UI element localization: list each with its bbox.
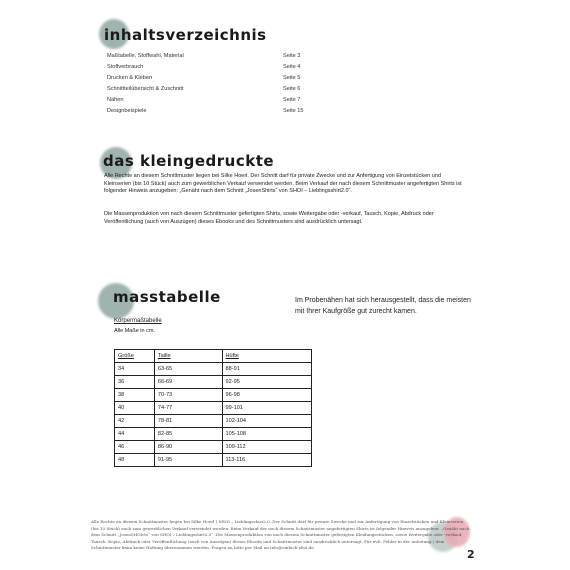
column-header-size: Größe <box>115 350 155 363</box>
cell-hip: 92-95 <box>222 376 312 389</box>
cell-hip: 113-116 <box>222 454 312 467</box>
toc-label: Maßtabelle, Stoffwahl, Material <box>107 53 184 59</box>
toc-row <box>107 86 327 92</box>
cell-hip: 102-104 <box>222 415 312 428</box>
table-row <box>115 415 312 428</box>
toc-label: Nähen <box>107 97 124 103</box>
table-row <box>115 389 312 402</box>
toc-page: Seite 15 <box>283 108 304 114</box>
table-row <box>115 454 312 467</box>
toc-label: Drucken & Kleben <box>107 75 153 81</box>
cell-waist: 78-81 <box>154 415 222 428</box>
cell-size: 42 <box>115 415 155 428</box>
table-row <box>115 363 312 376</box>
table-row <box>115 402 312 415</box>
footer-copyright: Alle Rechte an diesem Schnittmuster liegen bei Silke Hoerl | SHOI – Lieblingsshirt2.0. Der Schnitt darf für private Zwecke und zur Anfertigung von Einzelstücken und Kleinserien (bis 10 Stück) auch zum gewerblichen Verkauf verwendet werden. Beim Verkauf der nach diesem Schnittmuster angefertigten Shirts ist folgender Hinweis anzugeben: „Genäht nach dem Schnitt „JosenSHOIrts“ von SHOI – Lieblingsshirt2.0“. Die Massenproduktion von nach diesem Schnittmuster gefertigten Kleidungsstücken, sowie Weitergabe oder -verkauf, Tausch, Kopie, Abdruck oder Veröffentlichung (auch von Auszügen) dieses Ebooks und Schnittmuster sind ausdrücklich untersagt. Für evtl. Fehler in der Anleitung / dem Schnittmuster kann keine Haftung übernommen werden. Fragen an bitte per Mail an info@einfach-shoi.de. <box>91 519 470 551</box>
toc-page: Seite 7 <box>283 97 301 103</box>
cell-size: 38 <box>115 389 155 402</box>
cell-hip: 105-108 <box>222 428 312 441</box>
toc-page: Seite 6 <box>283 86 301 92</box>
toc-row <box>107 64 327 70</box>
table-row <box>115 428 312 441</box>
toc-page: Seite 4 <box>283 64 301 70</box>
table-row <box>115 441 312 454</box>
cell-size: 40 <box>115 402 155 415</box>
cell-waist: 70-73 <box>154 389 222 402</box>
cell-size: 36 <box>115 376 155 389</box>
size-table-heading: masstabelle <box>113 288 221 306</box>
table-row <box>115 376 312 389</box>
toc-row <box>107 97 327 103</box>
cell-waist: 63-65 <box>154 363 222 376</box>
toc-page: Seite 5 <box>283 75 301 81</box>
cell-size: 48 <box>115 454 155 467</box>
toc-heading: inhaltsverzeichnis <box>104 26 267 44</box>
toc-row <box>107 53 327 59</box>
small-print-paragraph: Alle Rechte an diesem Schnittmuster liegen bei Silke Hoerl. Der Schnitt darf für private Zwecke und zur Anfertigung von Einzelstücken und Kleinserien (bis 10 Stück) auch zum gewerblichen Verkauf verwendet werden. Beim Verkauf der nach diesem Schnittmuster angefertigten Shirts ist folgender Hinweis anzugeben: „Genäht nach dem Schnitt „JosenShirts“ von SHOI – Lieblingsshirt2.0“. <box>104 173 462 195</box>
cell-waist: 82-85 <box>154 428 222 441</box>
toc-label: Schnittteilübersicht & Zuschnitt <box>107 86 184 92</box>
cell-waist: 91-95 <box>154 454 222 467</box>
size-table <box>114 349 312 467</box>
small-print-paragraph-2: Die Massenproduktion von nach diesem Schnittmuster gefertigten Shirts, sowie Weitergabe oder -verkauf, Tausch, Kopie, Abdruck oder Veröffentlichung (auch von Auszügen) dieses Ebooks und des Schnittmusters sind ausdrücklich untersagt. <box>104 211 434 225</box>
toc-row <box>107 75 327 81</box>
cell-size: 46 <box>115 441 155 454</box>
toc-page: Seite 3 <box>283 53 301 59</box>
page-number: 2 <box>467 548 475 561</box>
cell-size: 34 <box>115 363 155 376</box>
cell-waist: 74-77 <box>154 402 222 415</box>
toc-label: Designbeispiele <box>107 108 147 114</box>
cell-size: 44 <box>115 428 155 441</box>
column-header-hip: Hüfte <box>222 350 312 363</box>
column-header-waist: Taille <box>154 350 222 363</box>
size-table-subtitle: Körpermaßtabelle <box>114 318 162 324</box>
toc-row <box>107 108 327 114</box>
size-table-header-row <box>115 350 312 363</box>
cell-hip: 88-91 <box>222 363 312 376</box>
cell-hip: 109-112 <box>222 441 312 454</box>
size-sidenote: Im Probenähen hat sich herausgestellt, dass die meisten mit Ihrer Kaufgröße gut zurecht kamen. <box>295 297 471 315</box>
cell-hip: 99-101 <box>222 402 312 415</box>
small-print-heading: das kleingedruckte <box>103 152 275 170</box>
cell-hip: 96-98 <box>222 389 312 402</box>
toc-label: Stoffverbrauch <box>107 64 144 70</box>
size-table-unit-note: Alle Maße in cm. <box>114 328 155 334</box>
cell-waist: 86-90 <box>154 441 222 454</box>
cell-waist: 66-69 <box>154 376 222 389</box>
